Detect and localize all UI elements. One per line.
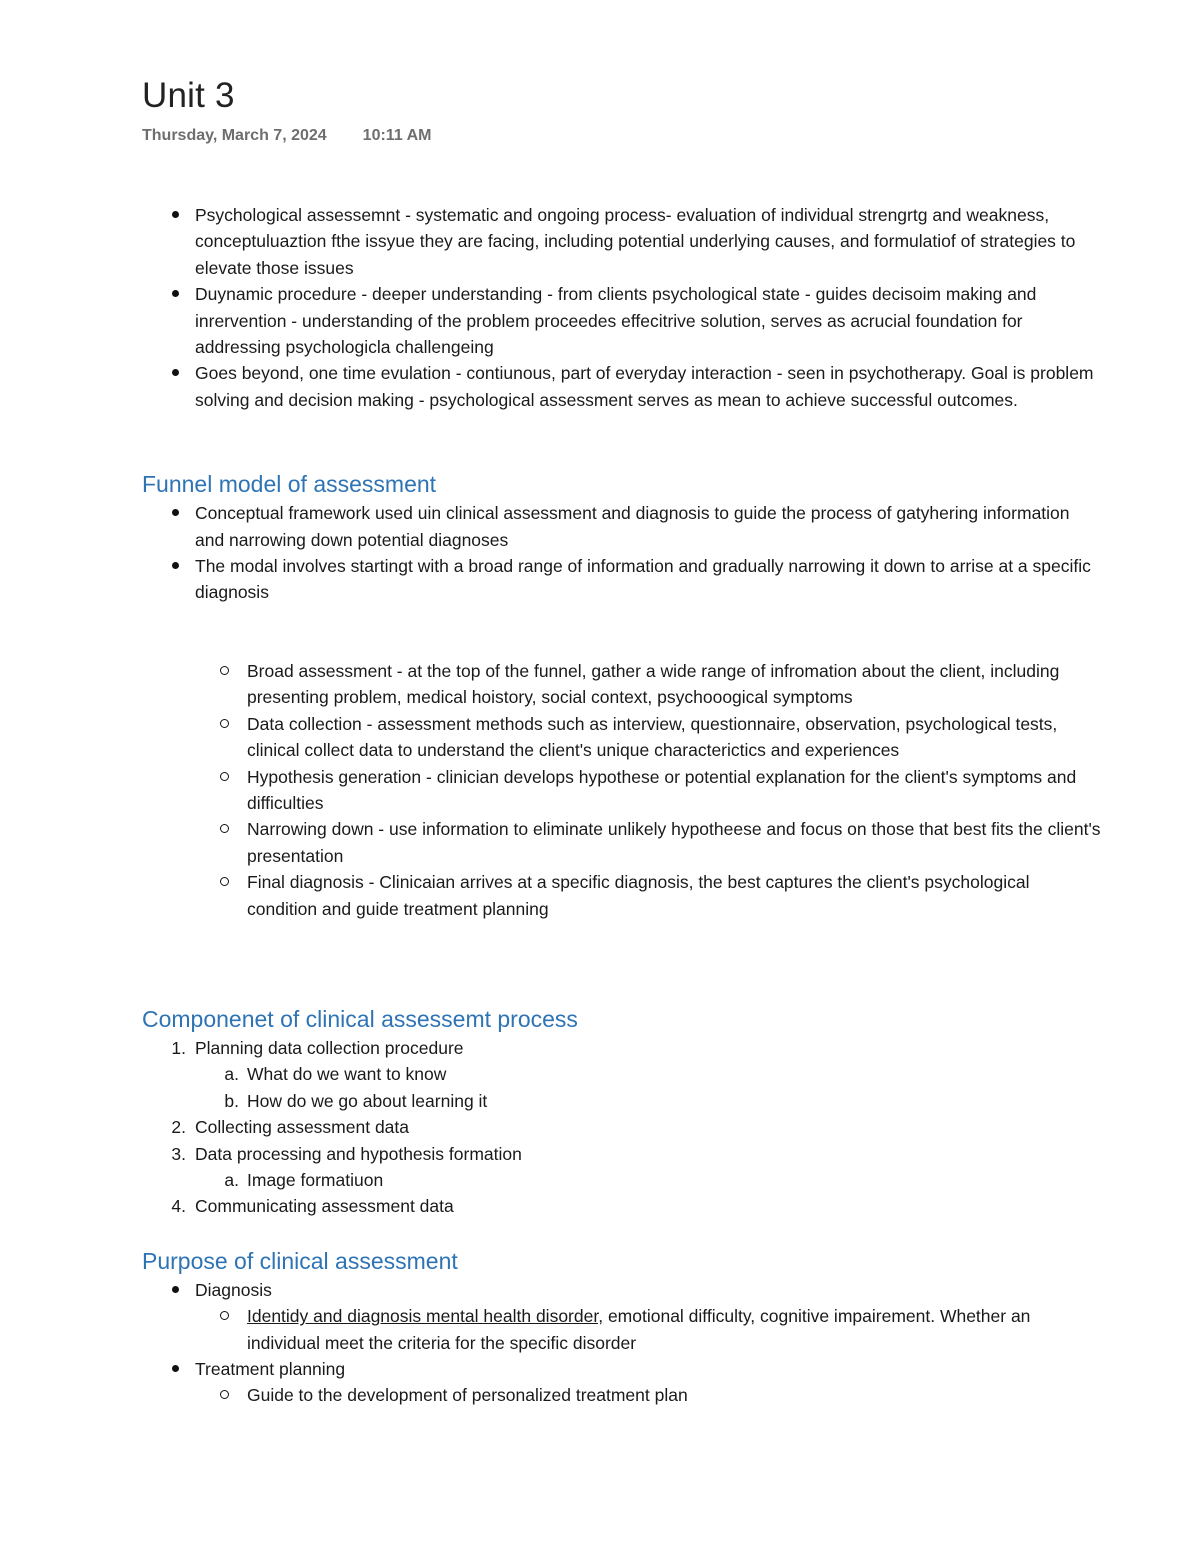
underlined-text: Identidy and diagnosis mental health disorder, [247,1306,604,1327]
list-item-text: How do we go about learning it [247,1090,488,1111]
section-heading-purpose: Purpose of clinical assessment [142,1247,458,1274]
list-letter: a. [224,1169,239,1190]
list-item-text: Treatment planning [195,1359,346,1379]
list-item [195,1303,1102,1356]
list-item: Final diagnosis - Clinicaian arrives at a specific diagnosis, the best captures the client's psychological condition and guide treatment planning [195,869,1102,922]
section-heading-funnel: Funnel model of assessment [142,471,437,498]
list-item [142,1114,1102,1140]
sublist [195,1382,1102,1408]
list-item: Conceptual framework used uin clinical assessment and diagnosis to guide the process of gatyhering information and narrowing down potential diagnoses [142,500,1102,553]
list-item: Guide to the development of personalized treatment plan [195,1382,1102,1408]
list-item: Psychological assessemnt - systematic and ongoing process- evaluation of individual strengrtg and weakness, conceptuluaztion fthe issyue they are facing, including potential underlying causes, and formulatiof of strategies to elevate those issues [142,202,1102,281]
list-item-text: Diagnosis [195,1279,272,1300]
page-title: Unit 3 [142,76,235,115]
list-item-text: Image formatiuon [247,1169,384,1190]
list-item [195,1167,1102,1193]
list-item-text: Collecting assessment data [195,1117,409,1138]
list-item: Duynamic procedure - deeper understanding - from clients psychological state - guides decisoim making and inrervention - understanding of the problem proceedes effecitrive solution, serves as acrucial foundation for addressing psychologicla challengeing [142,281,1102,360]
sublist [195,1061,1102,1114]
list-item-text: Planning data collection procedure [195,1037,464,1058]
list-item [142,1356,1102,1409]
list-item [142,1277,1102,1356]
list-letter: b. [224,1090,239,1111]
list-item: Goes beyond, one time evulation - contiunous, part of everyday interaction - seen in psychotherapy. Goal is problem solving and decision making - psychological assessment serves as mean to achieve successful outcomes. [142,360,1102,413]
list-item: Data collection - assessment methods such as interview, questionnaire, observation, psychological tests, clinical collect data to understand the client's unique characterictics and experiences [195,711,1102,764]
list-item [142,1193,1102,1219]
list-item: Broad assessment - at the top of the funnel, gather a wide range of infromation about the client, including presenting problem, medical hoistory, social context, psychooogical symptoms [195,658,1102,711]
list-item [195,1088,1102,1114]
list-item: The modal involves startingt with a broad range of information and gradually narrowing it down to arrise at a specific diagnosis [142,553,1102,606]
list-number: 4. [171,1196,186,1217]
page-time: 10:11 AM [362,127,432,144]
funnel-list [142,500,1102,606]
list-item-text: What do we want to know [247,1064,447,1085]
list-letter: a. [224,1064,239,1085]
list-item: Hypothesis generation - clinician develops hypothese or potential explanation for the client's symptoms and difficulties [195,764,1102,817]
sublist [195,1167,1102,1193]
list-number: 1. [171,1037,186,1058]
page-timestamp [142,124,1102,148]
intro-list [142,202,1102,413]
list-item-text: Data processing and hypothesis formation [195,1143,522,1164]
list-number: 2. [171,1117,186,1138]
page-date: Thursday, March 7, 2024 [142,127,327,144]
list-item [142,1035,1102,1114]
section-heading-components: Componenet of clinical assessemt process [142,1005,578,1032]
funnel-steps-list [195,658,1102,922]
purpose-list [142,1277,1102,1409]
sublist [195,1303,1102,1356]
list-item: Narrowing down - use information to eliminate unlikely hypotheese and focus on those that best fits the client's presentation [195,816,1102,869]
list-number: 3. [171,1143,186,1164]
list-item [142,1141,1102,1194]
list-item-text: emotional difficulty, cognitive impairement. Whether an individual meet the criteria for the specific disorder [247,1306,1031,1353]
list-item [195,1061,1102,1087]
components-list [142,1035,1102,1220]
note-page [142,72,1102,1409]
list-item-text: Communicating assessment data [195,1196,454,1217]
